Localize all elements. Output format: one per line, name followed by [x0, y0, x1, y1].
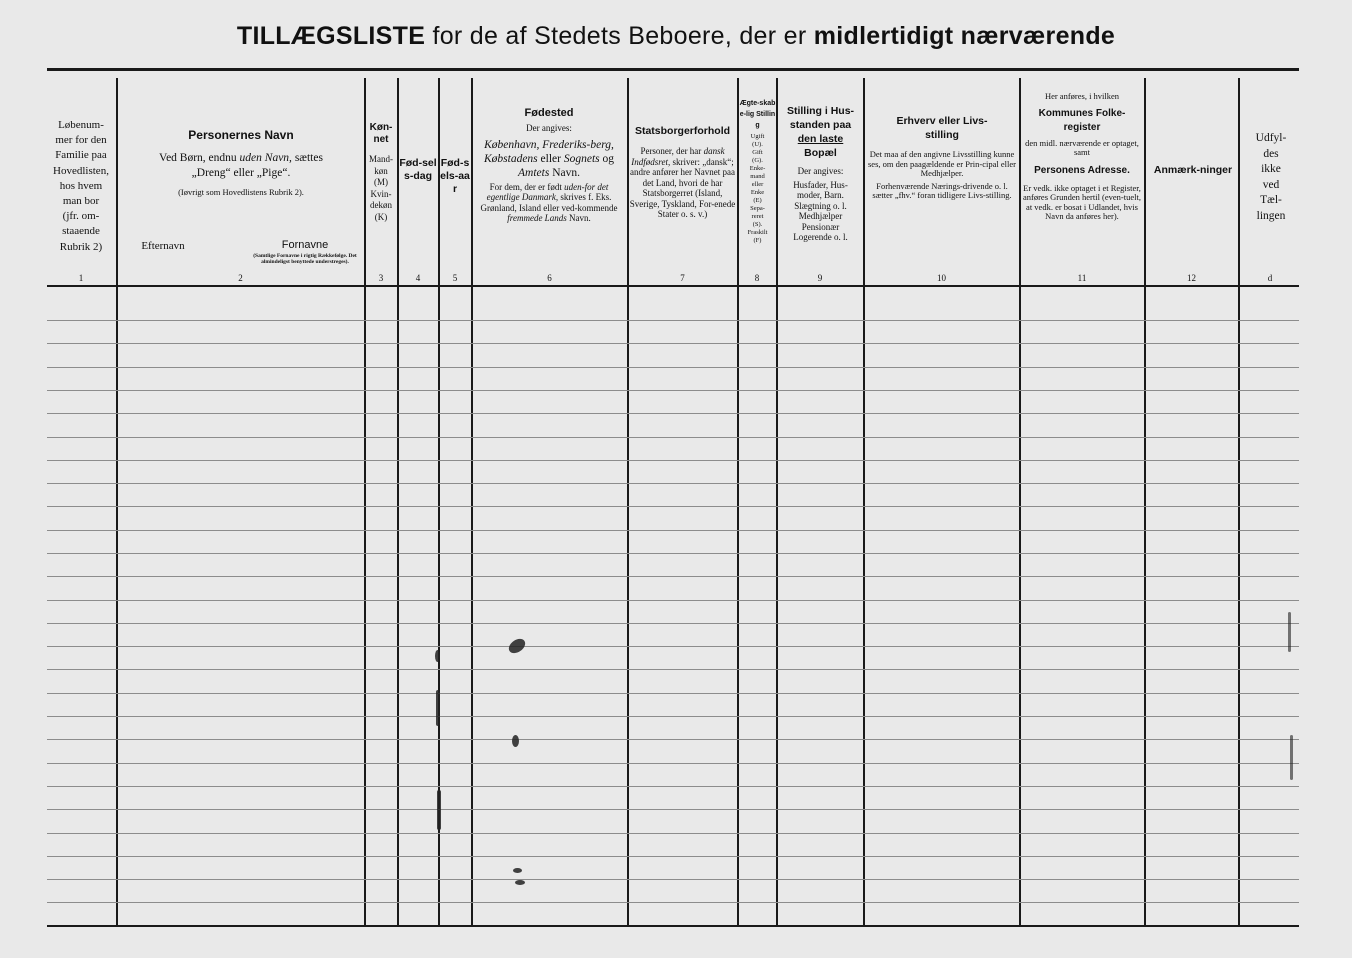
top-rule: [47, 68, 1299, 71]
row-line: [47, 669, 1299, 670]
ink-stain: [513, 868, 522, 873]
row-line: [47, 786, 1299, 787]
row-line: [47, 833, 1299, 834]
row-line: [47, 437, 1299, 438]
col-divider: [397, 78, 399, 925]
col-divider: [116, 78, 118, 925]
ink-stain: [437, 790, 441, 830]
row-line: [47, 739, 1299, 740]
header-bottom-rule: [47, 285, 1299, 287]
row-line: [47, 623, 1299, 624]
row-line: [47, 809, 1299, 810]
column-number: 1: [78, 273, 84, 283]
row-line: [47, 576, 1299, 577]
ink-stain: [435, 650, 440, 662]
header-col-8: Ægte-skabe-lig Stilling Ugift (U). Gift (G). Enke- mand eller Enke (E) Sepa- reret (S). Fraskilt (F): [739, 100, 776, 244]
row-line: [47, 856, 1299, 857]
ink-stain: [512, 735, 519, 747]
row-line: [47, 460, 1299, 461]
header-col-10: Erhverv eller Livs-stilling Det maa af den angivne Livsstilling kunne ses, om den paagældende er Prin-cipal eller Medhjælper. Forhenværende Nærings-drivende o. l. sætter „fhv.“ foran tidligere Livs-stilling.: [868, 115, 1016, 200]
header-col-9: Stilling i Hus-standen paa den laste Bopæl Der angives: Husfader, Hus- moder, Barn. Slægtning o. l. Medhjælper Pensionær Logerende o. l.: [786, 105, 855, 242]
ink-stain: [436, 690, 440, 726]
ink-stain: [1288, 612, 1291, 652]
column-number: 5: [452, 273, 458, 283]
subheading-efternavn: Efternavn: [141, 240, 185, 252]
row-line: [47, 320, 1299, 321]
row-line: [47, 646, 1299, 647]
column-number: 8: [754, 273, 760, 283]
col-divider: [471, 78, 473, 925]
column-number: 3: [378, 273, 384, 283]
header-col-1: [46, 118, 116, 255]
header-col-11: Her anføres, i hvilken Kommunes Folke-register den midl. nærværende er optaget, samt Personens Adresse. Er vedk. ikke optaget i et Register, anføres Grunden hertil (even-tuelt, at vedk. er bosat i Udlandet, hvis Navn da anføres her).: [1022, 91, 1141, 221]
row-line: [47, 390, 1299, 391]
row-line: [47, 763, 1299, 764]
column-number: 10: [937, 273, 946, 283]
col-divider: [1144, 78, 1146, 925]
row-line: [47, 343, 1299, 344]
column-number: 2: [238, 273, 243, 283]
column-number: 6: [547, 273, 552, 283]
fornavne-note: (Samtlige Fornavne i rigtig Rækkefølge. Det almindeligst benyttede understreges).: [253, 253, 357, 265]
col1-lines: Løbenum- mer for den Familie paa Hovedlisten, hos hvem man bor (jfr. om- staaende Rubrik 2): [53, 119, 109, 253]
header-col-7: Statsborgerforhold Personer, der har dansk Indfødsret, skriver: „dansk“; andre anfører her Navnet paa det Land, hvori de har Statsborgerret (Island, Sverige, Tyskland, For-enede Stater o. s. v.): [629, 125, 736, 219]
column-number: 9: [817, 273, 823, 283]
heading-personernes-navn: Personernes Navn: [188, 128, 294, 142]
column-number: 12: [1187, 273, 1196, 283]
header-col-12: Anmærk-ninger: [1153, 164, 1233, 176]
row-line: [47, 693, 1299, 694]
row-line: [47, 716, 1299, 717]
column-number: 4: [415, 273, 421, 283]
column-number: 7: [680, 273, 685, 283]
header-col-3: Køn-net Mand- køn (M) Kvin- dekøn (K): [369, 122, 393, 222]
column-number: 11: [1077, 273, 1087, 283]
col-divider: [863, 78, 865, 925]
header-col-6: Fødested Der angives: København, Frederiks-berg, Købstadens eller Sognets og Amtets Navn. For dem, der er født uden-for det egentlige Danmark, skrives f. Eks. Grønland, Island eller ved-kommende fremmede Lands Navn.: [480, 107, 618, 223]
col-divider: [1019, 78, 1021, 925]
header-col-4: Fød-sels-dag: [399, 157, 437, 182]
header-col-5: Fød-sels-aar: [440, 157, 470, 195]
row-line: [47, 600, 1299, 601]
bottom-rule: [47, 925, 1299, 927]
row-line: [47, 902, 1299, 903]
header-col-d: Udfyl- des ikke ved Tæl- lingen: [1255, 132, 1287, 222]
row-line: [47, 483, 1299, 484]
subheading-fornavne: Fornavne: [281, 239, 329, 251]
row-line: [47, 506, 1299, 507]
row-line: [47, 367, 1299, 368]
col-divider: [776, 78, 778, 925]
ink-stain: [1290, 735, 1293, 780]
header-col-2: Personernes Navn Ved Børn, endnu uden Navn, sættes „Dreng“ eller „Pige“. (Iøvrigt som Hovedlistens Rubrik 2).: [120, 128, 362, 198]
ink-stain: [506, 636, 528, 656]
column-number: d: [1267, 273, 1273, 283]
row-line: [47, 530, 1299, 531]
row-line: [47, 413, 1299, 414]
row-line: [47, 879, 1299, 880]
ink-stain: [515, 880, 525, 885]
row-line: [47, 553, 1299, 554]
form-title: TILLÆGSLISTE for de af Stedets Beboere, der er midlertidigt nærværende: [236, 22, 1116, 50]
